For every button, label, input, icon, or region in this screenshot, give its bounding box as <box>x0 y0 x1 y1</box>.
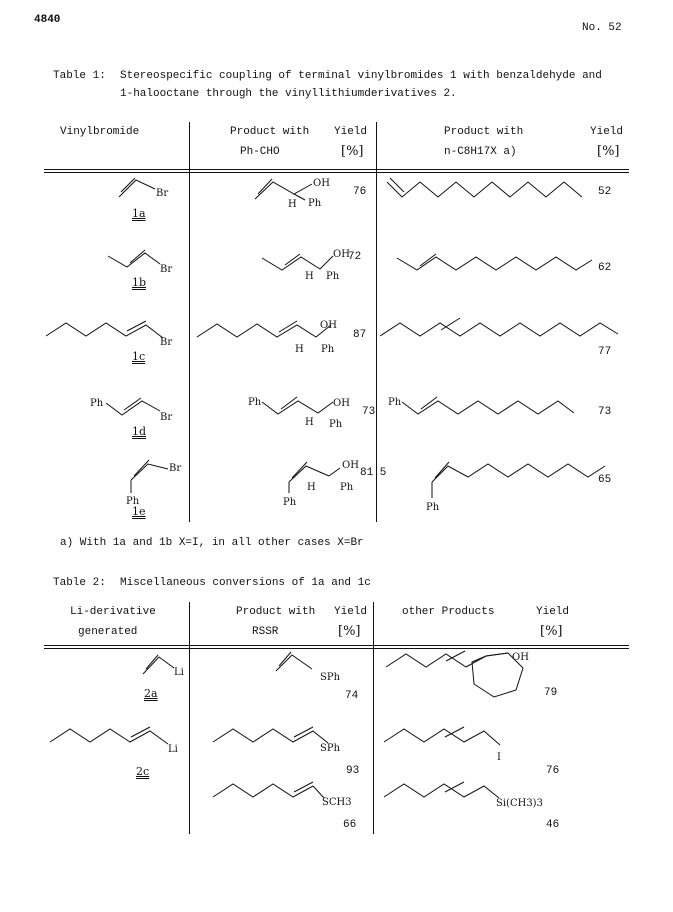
t1-yield-aldehyde: 87 <box>353 329 367 341</box>
t1-header-product-octyl: Product with <box>444 126 524 138</box>
page-number: 4840 <box>34 14 61 26</box>
t1-yield-octyl: 77 <box>598 346 612 358</box>
svg-text:Si(CH3)3: Si(CH3)3 <box>496 798 543 809</box>
svg-text:Br: Br <box>160 264 173 275</box>
svg-text:H: H <box>295 344 304 355</box>
t1-footnote: a) With 1a and 1b X=I, in all other cases X=Br <box>60 537 364 549</box>
table2-caption: Miscellaneous conversions of 1a and 1c <box>120 577 371 589</box>
t1-header-yield2: Yield <box>590 126 624 138</box>
svg-text:Ph: Ph <box>426 502 440 513</box>
svg-text:OH: OH <box>333 249 350 260</box>
t2-header-other: other Products <box>402 606 495 618</box>
t1-yield-aldehyde: 76 <box>353 186 367 198</box>
t2-yield-rssr: 74 <box>345 690 359 702</box>
t1-yield-aldehyde: 73 <box>362 406 376 418</box>
t2-yield-rssr: 93 <box>346 765 360 777</box>
structure-1c <box>46 321 172 348</box>
t2-header-rssr: RSSR <box>252 626 279 638</box>
svg-text:Li: Li <box>174 667 184 678</box>
t1-row-label: 1c <box>132 350 146 363</box>
t2-yield-other: 79 <box>544 687 558 699</box>
t1-header-product-aldehyde: Product with <box>230 126 310 138</box>
structure-1b-aldehyde-product <box>262 249 350 282</box>
t1-row-label: 1d <box>132 425 147 438</box>
svg-text:Br: Br <box>169 463 182 474</box>
svg-text:OH: OH <box>512 652 529 663</box>
structure-1a-octyl-product <box>387 178 582 197</box>
structure-2a <box>143 655 184 678</box>
t2-header-yield1-unit: [%] <box>338 624 361 639</box>
svg-text:SPh: SPh <box>320 672 341 683</box>
t1-header-yield1-unit: [%] <box>341 144 364 159</box>
structure-sch3-product <box>213 782 352 808</box>
table2-caption-label: Table 2: <box>53 577 106 589</box>
svg-text:Ph: Ph <box>321 344 335 355</box>
t1-yield-octyl: 62 <box>598 262 612 274</box>
t1-yield-aldehyde: 81.5 <box>360 467 387 479</box>
svg-text:OH: OH <box>320 320 337 331</box>
structure-2a-other-product <box>386 651 529 697</box>
structure-1b <box>108 250 172 275</box>
t1-row-label: 1e <box>132 505 146 518</box>
svg-text:H: H <box>288 199 297 210</box>
structure-1d-aldehyde-product <box>248 397 350 430</box>
t2-header-yield2-unit: [%] <box>540 624 563 639</box>
svg-text:OH: OH <box>342 460 359 471</box>
issue-number: No. 52 <box>582 22 622 34</box>
structure-1c-octyl-product <box>380 318 618 336</box>
t1-header-phcho: Ph-CHO <box>240 146 280 158</box>
t2-row-label: 2c <box>136 765 150 778</box>
structure-sime3-product <box>384 782 543 809</box>
structure-1e-octyl-product <box>426 462 605 513</box>
t1-header-octyl-formula: n-C8H17X a) <box>444 146 517 158</box>
t1-yield-aldehyde: 72 <box>348 251 362 263</box>
svg-text:Ph: Ph <box>126 496 140 507</box>
t1-row-label: 1a <box>132 207 146 220</box>
t2-header-yield1: Yield <box>334 606 368 618</box>
svg-text:Br: Br <box>160 337 173 348</box>
svg-text:Br: Br <box>160 412 173 423</box>
svg-text:Ph: Ph <box>308 198 322 209</box>
svg-text:Ph: Ph <box>326 271 340 282</box>
structure-1a <box>119 178 168 199</box>
structure-2c <box>50 727 178 755</box>
structure-1d <box>90 398 172 423</box>
svg-text:Li: Li <box>168 744 178 755</box>
t2-yield-rssr: 66 <box>343 819 357 831</box>
svg-text:SPh: SPh <box>320 743 341 754</box>
t2-row-label: 2a <box>144 687 158 700</box>
t2-header-generated: generated <box>78 626 138 638</box>
svg-text:Ph: Ph <box>329 419 343 430</box>
t2-yield-other: 76 <box>546 765 560 777</box>
t1-yield-octyl: 65 <box>598 474 612 486</box>
t2-header-li: Li-derivative <box>70 606 156 618</box>
t1-yield-octyl: 73 <box>598 406 612 418</box>
svg-text:SCH3: SCH3 <box>322 797 352 808</box>
svg-text:H: H <box>305 417 314 428</box>
structure-1b-octyl-product <box>397 254 592 270</box>
svg-text:OH: OH <box>313 178 330 189</box>
table1-caption-label: Table 1: <box>53 70 106 82</box>
table1-caption-line1: Stereospecific coupling of terminal vinylbromides 1 with benzaldehyde and <box>120 70 602 82</box>
svg-text:H: H <box>305 271 314 282</box>
structure-1d-octyl-product <box>388 397 574 414</box>
t2-header-product: Product with <box>236 606 316 618</box>
t2-header-yield2: Yield <box>536 606 570 618</box>
structure-2c-other-product <box>384 727 501 763</box>
structure-2a-rssr-product <box>276 652 341 683</box>
t1-header-yield1: Yield <box>334 126 368 138</box>
svg-text:Ph: Ph <box>388 397 402 408</box>
atom-br: Br <box>156 188 169 199</box>
t1-header-vinylbromide: Vinylbromide <box>60 126 140 138</box>
t1-row-label: 1b <box>132 276 147 289</box>
t1-yield-octyl: 52 <box>598 186 612 198</box>
svg-text:Ph: Ph <box>283 497 297 508</box>
structure-2c-rssr-product <box>213 727 341 754</box>
svg-text:OH: OH <box>333 398 350 409</box>
structure-1e-aldehyde-product <box>283 460 359 508</box>
svg-text:Ph: Ph <box>90 398 104 409</box>
structure-1c-aldehyde-product <box>197 320 337 355</box>
t1-header-yield2-unit: [%] <box>597 144 620 159</box>
t2-yield-other: 46 <box>546 819 560 831</box>
table1-caption-line2: 1-halooctane through the vinyllithiumderivatives 2. <box>120 88 457 100</box>
svg-text:Ph: Ph <box>248 397 262 408</box>
structure-1a-aldehyde-product <box>255 178 330 210</box>
svg-text:I: I <box>497 752 501 763</box>
structure-1e <box>126 460 181 507</box>
svg-text:Ph: Ph <box>340 482 354 493</box>
svg-text:H: H <box>307 482 316 493</box>
